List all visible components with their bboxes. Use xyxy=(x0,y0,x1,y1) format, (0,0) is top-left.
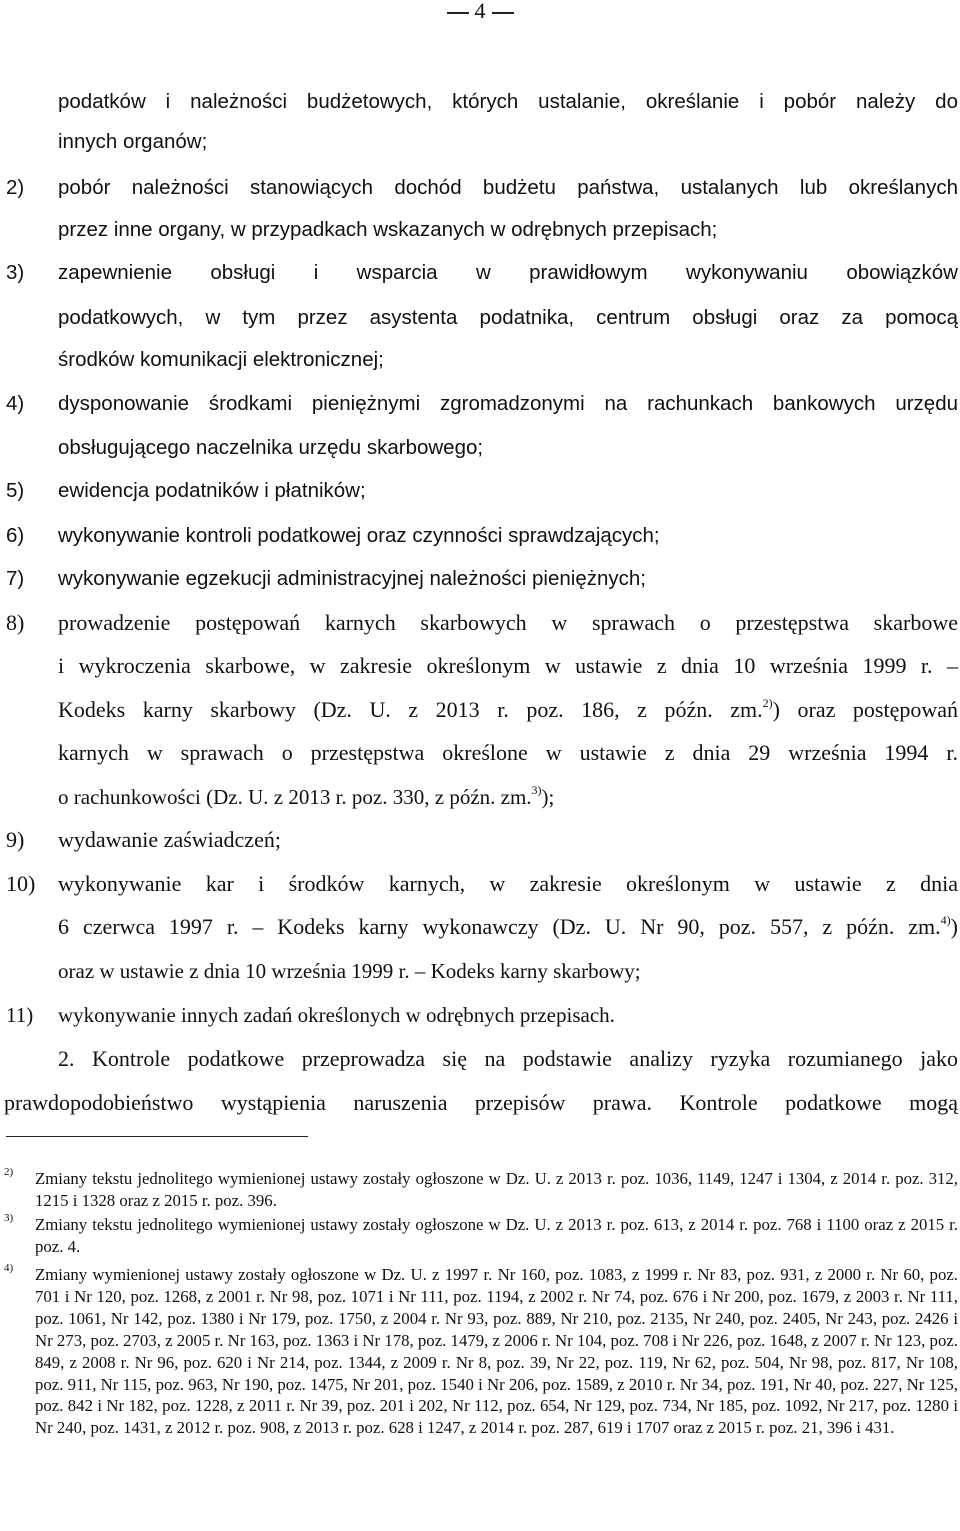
footnote-text: Zmiany wymienionej ustawy zostały ogłoszone w Dz. U. z 1997 r. Nr 160, poz. 1083, z 1999 r. Nr 83, poz. 931, z 2000 r. Nr 60, poz. 701 i Nr 120, poz. 1268, z 2001 r. Nr 98, poz. 1071 i Nr 111, poz. 1194, z 2002 r. Nr 74, poz. 676 i Nr 200, poz. 1679, z 2003 r. Nr 111, poz. 1061, Nr 142, poz. 1380 i Nr 179, poz. 1750, z 2004 r. Nr 93, poz. 889, Nr 210, poz. 2135, Nr 240, poz. 2405, Nr 243, poz. 2426 i Nr 273, poz. 2703, z 2005 r. Nr 163, poz. 1363 i Nr 178, poz. 1479, z 2006 r. Nr 104, poz. 708 i Nr 226, poz. 1648, z 2007 r. Nr 123, poz. 849, z 2008 r. Nr 96, poz. 620 i Nr 214, poz. 1344, z 2009 r. Nr 8, poz. 39, Nr 22, poz. 119, Nr 62, poz. 504, Nr 98, poz. 817, Nr 108, poz. 911, Nr 115, poz. 963, Nr 190, poz. 1475, Nr 201, poz. 1540 i Nr 206, poz. 1589, z 2010 r. Nr 34, poz. 191, Nr 40, poz. 227, Nr 125, poz. 842 i Nr 182, poz. 1228, z 2011 r. Nr 39, poz. 201 i 202, Nr 112, poz. 654, Nr 129, poz. 734, Nr 185, poz. 1092, Nr 217, poz. 1280 i Nr 240, poz. 1431, z 2012 r. poz. 908, z 2013 r. poz. 628 i 1247, z 2014 r. poz. 287, 619 i 1707 oraz z 2015 r. poz. 21, 396 i 431. xyxy=(35,1265,958,1438)
footnote-number: 3) xyxy=(4,1212,14,1224)
footnote-number: 2) xyxy=(4,1166,14,1178)
list-item-text-line xyxy=(58,775,958,819)
list-item-number: 8) xyxy=(6,610,25,635)
paragraph-line: 2. Kontrole podatkowe przeprowadza się na podstawie analizy ryzyka rozumianego jako xyxy=(58,1046,958,1071)
list-item-text-line xyxy=(58,688,958,732)
footnote-ref[interactable]: 4) xyxy=(940,912,951,927)
list-item-number: 5) xyxy=(6,479,25,502)
list-item-number: 7) xyxy=(6,567,25,590)
list-item-text: wykonywanie innych zadań określonych w odrębnych przepisach. xyxy=(58,1003,615,1027)
list-item-number: 11) xyxy=(6,1003,34,1027)
list-item-text: wykonywanie kontroli podatkowej oraz czynności sprawdzających; xyxy=(58,524,660,547)
list-item-number: 3) xyxy=(6,261,25,284)
list-item-text: ) oraz postępowań xyxy=(772,697,958,722)
list-item-text: obsługującego naczelnika urzędu skarbowego; xyxy=(58,436,484,459)
list-item-continuation-line: podatków i należności budżetowych, których ustalanie, określanie i pobór należy do xyxy=(58,90,958,113)
page-number-value: 4 xyxy=(474,0,486,23)
paragraph-line: prawdopodobieństwo wystąpienia naruszenia przepisów prawa. Kontrole podatkowe mogą xyxy=(4,1090,958,1115)
list-item-continuation-line: innych organów; xyxy=(58,130,208,153)
footnote-ref[interactable]: 2) xyxy=(762,695,773,710)
footnote-number: 4) xyxy=(4,1262,14,1274)
list-item-text: ) xyxy=(950,914,958,939)
list-item-number: 2) xyxy=(6,176,25,199)
list-item-number: 10) xyxy=(6,871,36,896)
footnote-ref[interactable]: 3) xyxy=(531,783,542,797)
list-item-text-line xyxy=(58,905,958,949)
list-item-text: ); xyxy=(541,785,555,809)
list-item-text: Kodeks karny skarbowy (Dz. U. z 2013 r. poz. 186, z późn. zm. xyxy=(58,697,763,722)
list-item-number: 6) xyxy=(6,524,25,547)
page-number xyxy=(0,0,960,24)
list-item-text: środków komunikacji elektronicznej; xyxy=(58,348,384,371)
list-item-text: o rachunkowości (Dz. U. z 2013 r. poz. 330, z późn. zm. xyxy=(58,785,532,809)
list-item-number: 9) xyxy=(6,827,25,852)
page-number-dash-right xyxy=(492,12,514,14)
footnote-text: Zmiany tekstu jednolitego wymienionej ustawy zostały ogłoszone w Dz. U. z 2013 r. poz. 613, z 2014 r. poz. 768 i 1100 oraz z 2015 r. poz. 4. xyxy=(35,1215,958,1256)
list-item-text: wykonywanie egzekucji administracyjnej należności pieniężnych; xyxy=(58,567,646,590)
page-number-dash-left xyxy=(447,12,469,14)
list-item-text: pobór należności stanowiących dochód budżetu państwa, ustalanych lub określanych xyxy=(58,176,958,199)
list-item-text: oraz w ustawie z dnia 10 września 1999 r. – Kodeks karny skarbowy; xyxy=(58,959,641,983)
footnote-separator xyxy=(6,1136,308,1137)
list-item-text: karnych w sprawach o przestępstwa określone w ustawie z dnia 29 września 1994 r. xyxy=(58,740,958,765)
list-item-text: prowadzenie postępowań karnych skarbowych w sprawach o przestępstwa skarbowe xyxy=(58,610,958,635)
list-item-text: ewidencja podatników i płatników; xyxy=(58,479,366,502)
list-item-text: wydawanie zaświadczeń; xyxy=(58,827,281,852)
list-item-text: 6 czerwca 1997 r. – Kodeks karny wykonawczy (Dz. U. Nr 90, poz. 557, z późn. zm. xyxy=(58,914,941,939)
list-item-text: i wykroczenia skarbowe, w zakresie określonym w ustawie z dnia 10 września 1999 r. – xyxy=(58,653,958,678)
list-item-text: podatkowych, w tym przez asystenta podatnika, centrum obsługi oraz za pomocą xyxy=(58,306,958,329)
list-item-text: zapewnienie obsługi i wsparcia w prawidłowym wykonywaniu obowiązków xyxy=(58,261,958,284)
list-item-text: przez inne organy, w przypadkach wskazanych w odrębnych przepisach; xyxy=(58,218,718,241)
footnote-text: Zmiany tekstu jednolitego wymienionej ustawy zostały ogłoszone w Dz. U. z 2013 r. poz. 1036, 1149, 1247 i 1304, z 2014 r. poz. 312, 1215 i 1328 oraz z 2015 r. poz. 396. xyxy=(35,1169,958,1210)
list-item-number: 4) xyxy=(6,392,25,415)
list-item-text: wykonywanie kar i środków karnych, w zakresie określonym w ustawie z dnia xyxy=(58,871,958,896)
list-item-text: dysponowanie środkami pieniężnymi zgromadzonymi na rachunkach bankowych urzędu xyxy=(58,392,958,415)
